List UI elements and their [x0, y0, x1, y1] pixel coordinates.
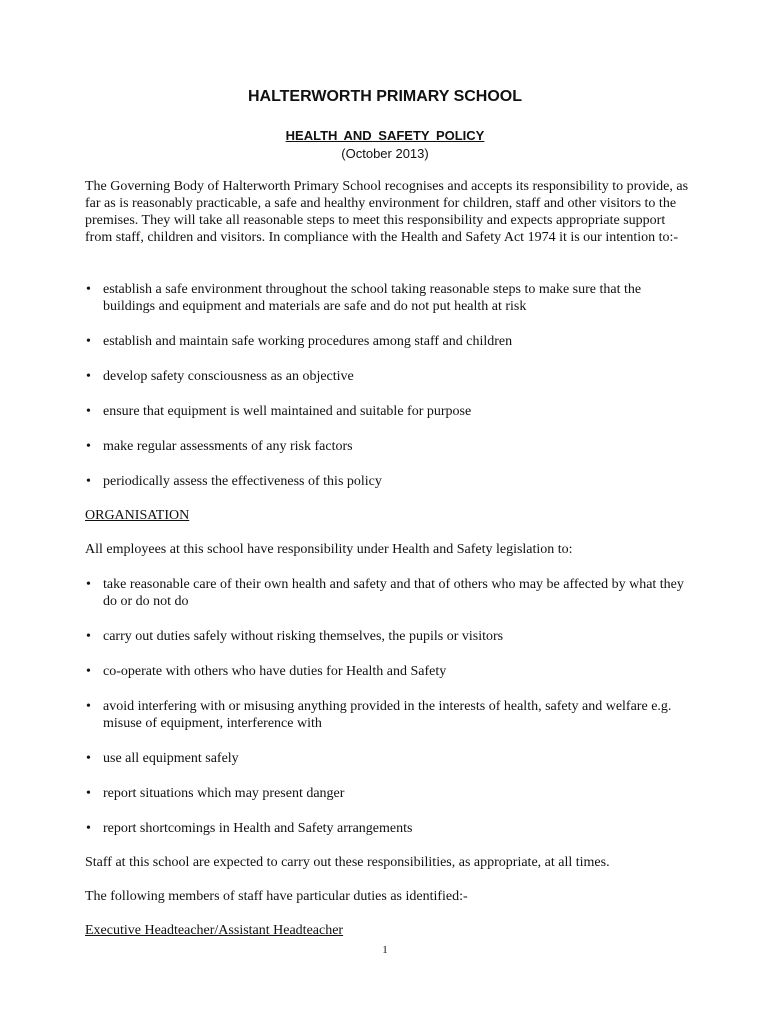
list-item: • carry out duties safely without risking themselves, the pupils or visitors: [85, 628, 690, 645]
list-item: • ensure that equipment is well maintained and suitable for purpose: [85, 403, 690, 420]
list-item: • establish and maintain safe working procedures among staff and children: [85, 333, 690, 350]
school-name-heading: HALTERWORTH PRIMARY SCHOOL: [247, 88, 523, 105]
list-item: • report shortcomings in Health and Safety arrangements: [85, 820, 690, 837]
list-item: • co-operate with others who have duties for Health and Safety: [85, 663, 690, 680]
page-number: 1: [382, 944, 388, 956]
list-item: • periodically assess the effectiveness of this policy: [85, 473, 690, 490]
organisation-intro: All employees at this school have responsibility under Health and Safety legislation to:: [85, 542, 573, 557]
list-item: • establish a safe environment throughout the school taking reasonable steps to make sure that the buildings and equipment and materials are safe and do not put health at risk: [85, 281, 690, 315]
list-item: • use all equipment safely: [85, 750, 690, 767]
executive-headteacher-heading: Executive Headteacher/Assistant Headteacher: [85, 923, 344, 938]
list-item: • make regular assessments of any risk factors: [85, 438, 690, 455]
policy-title: HEALTH AND SAFETY POLICY: [285, 128, 485, 143]
intro-paragraph: The Governing Body of Halterworth Primary School recognises and accepts its responsibility to provide, as far as is reasonably practicable, a safe and healthy environment for children, staff and other visitors to the premises. They will take all reasonable steps to meet this responsibility and expects appropriate support from staff, children and visitors. In compliance with the Health and Safety Act 1974 it is our intention to:-: [85, 179, 689, 245]
staff-duties-intro: The following members of staff have particular duties as identified:-: [85, 889, 468, 904]
list-item: • develop safety consciousness as an objective: [85, 368, 690, 385]
list-item: • avoid interfering with or misusing anything provided in the interests of health, safety and welfare e.g. misuse of equipment, interference with: [85, 698, 690, 732]
staff-expectation: Staff at this school are expected to carry out these responsibilities, as appropriate, at all times.: [85, 855, 610, 870]
organisation-heading: ORGANISATION: [85, 508, 190, 523]
policy-date: (October 2013): [341, 146, 429, 161]
list-item: • take reasonable care of their own health and safety and that of others who may be affected by what they do or do not do: [85, 576, 690, 610]
list-item: • report situations which may present danger: [85, 785, 690, 802]
